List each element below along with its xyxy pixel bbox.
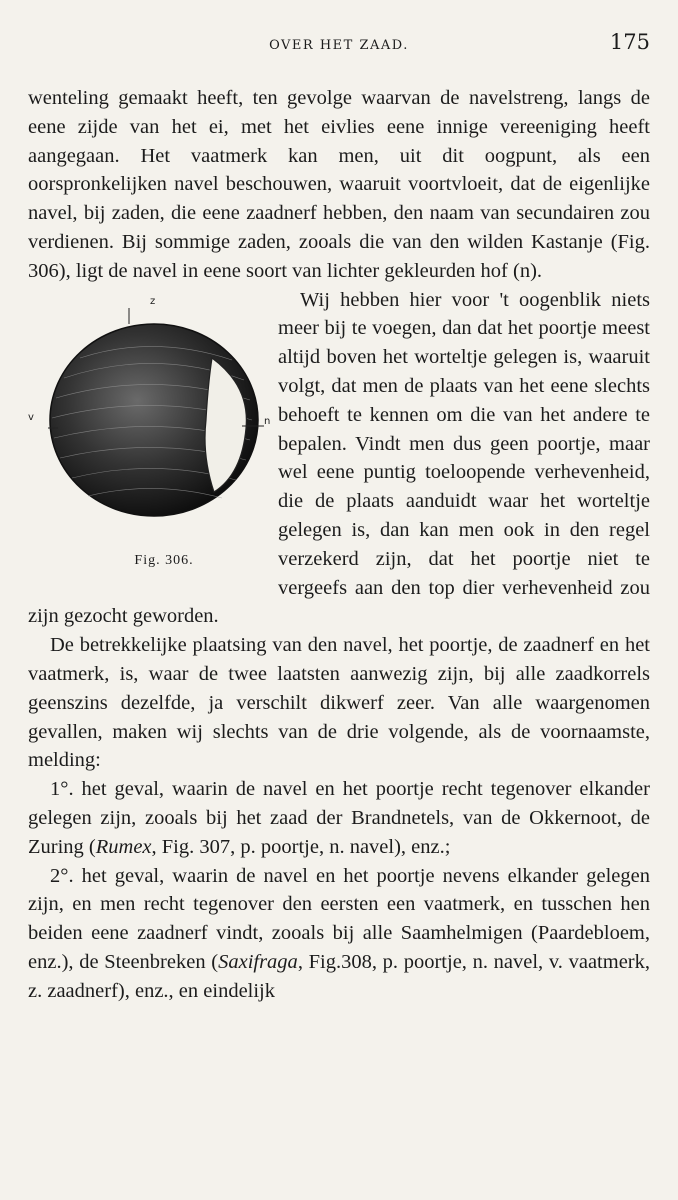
case-1-genus: Rumex (95, 835, 152, 858)
paragraph-continued: wenteling gemaakt heeft, ten gevolge waarvan de navelstreng, langs de eene zijde van het ei, met het eivlies eene innige vereeniging heeft aangegaan. Het vaatmerk kan men, uit dit oogpunt, als een oorspronkelijken navel beschouwen, waaruit voortvloeit, dat de eigenlijke navel, bij zaden, die eene zaadnerf hebben, den naam van secundairen zou verdienen. Bij sommige zaden, zooals die van den wilden Kastanje (Fig. 306), ligt de navel in eene soort van lichter gekleurden hof (n). (28, 87, 650, 282)
label-v: v (28, 411, 34, 423)
label-n: n (264, 415, 271, 427)
figure-caption: Fig. 306. (134, 552, 194, 568)
case-2-text-a: 2°. het geval, waarin de navel en het poortje nevens elkander gelegen zijn, en men recht tegenover den eersten een vaatmerk, en tusschen hen beiden eene zaadnerf vindt, zooals bij alle Saamhelmigen (Paardebloem, enz.), de Steenbreken ( (28, 864, 650, 973)
paragraph-poortje: Wij hebben hier voor 't oogenblik niets meer bij te voegen, dan dat het poortje meest altijd boven het worteltje gelegen is, waaruit volgt, dat men de plaats van het eene slechts behoeft te kennen om die van het andere te bepalen. Vindt men dus geen poortje, maar wel eene puntig toeloopende verhevenheid, die de plaats aanduidt waar het worteltje gelegen is, dan kan men ook in den regel verzekerd zijn, dat het poortje niet te vergeefs aan den top dier verhevenheid zou zijn gezocht geworden. (28, 288, 650, 628)
figure-306 (28, 288, 270, 576)
chestnut-seed-illustration (28, 288, 270, 558)
running-title: OVER HET ZAAD. (269, 38, 409, 53)
label-z: z (150, 295, 156, 307)
paragraph-case-1 (28, 775, 650, 861)
case-2-text-b: , Fig.308, p. poortje, n. navel, v. vaatmerk, z. zaadnerf), enz., en eindelijk (28, 950, 650, 1002)
case-1-text-b: , Fig. 307, p. poortje, n. navel), enz.; (151, 835, 451, 858)
page-number: 175 (609, 30, 650, 54)
case-1-text-a: 1°. het geval, waarin de navel en het poortje recht tegenover elkander gelegen zijn, zooals bij het zaad der Brandnetels, van de Okkernoot, de Zuring ( (28, 778, 650, 858)
page-header (28, 30, 650, 60)
case-2-genus: Saxifraga (218, 950, 298, 973)
body-text (28, 84, 650, 1006)
paragraph-case-2 (28, 862, 650, 1006)
paragraph-plaatsing: De betrekkelijke plaatsing van den navel, het poortje, de zaadnerf en het vaatmerk, is, waar de twee laatsten aanwezig zijn, bij alle zaadkorrels geenszins dezelfde, ja verschilt dikwerf zeer. Van alle waargenomen gevallen, maken wij slechts van de drie volgende, als de voornaamste, melding: (28, 634, 650, 772)
